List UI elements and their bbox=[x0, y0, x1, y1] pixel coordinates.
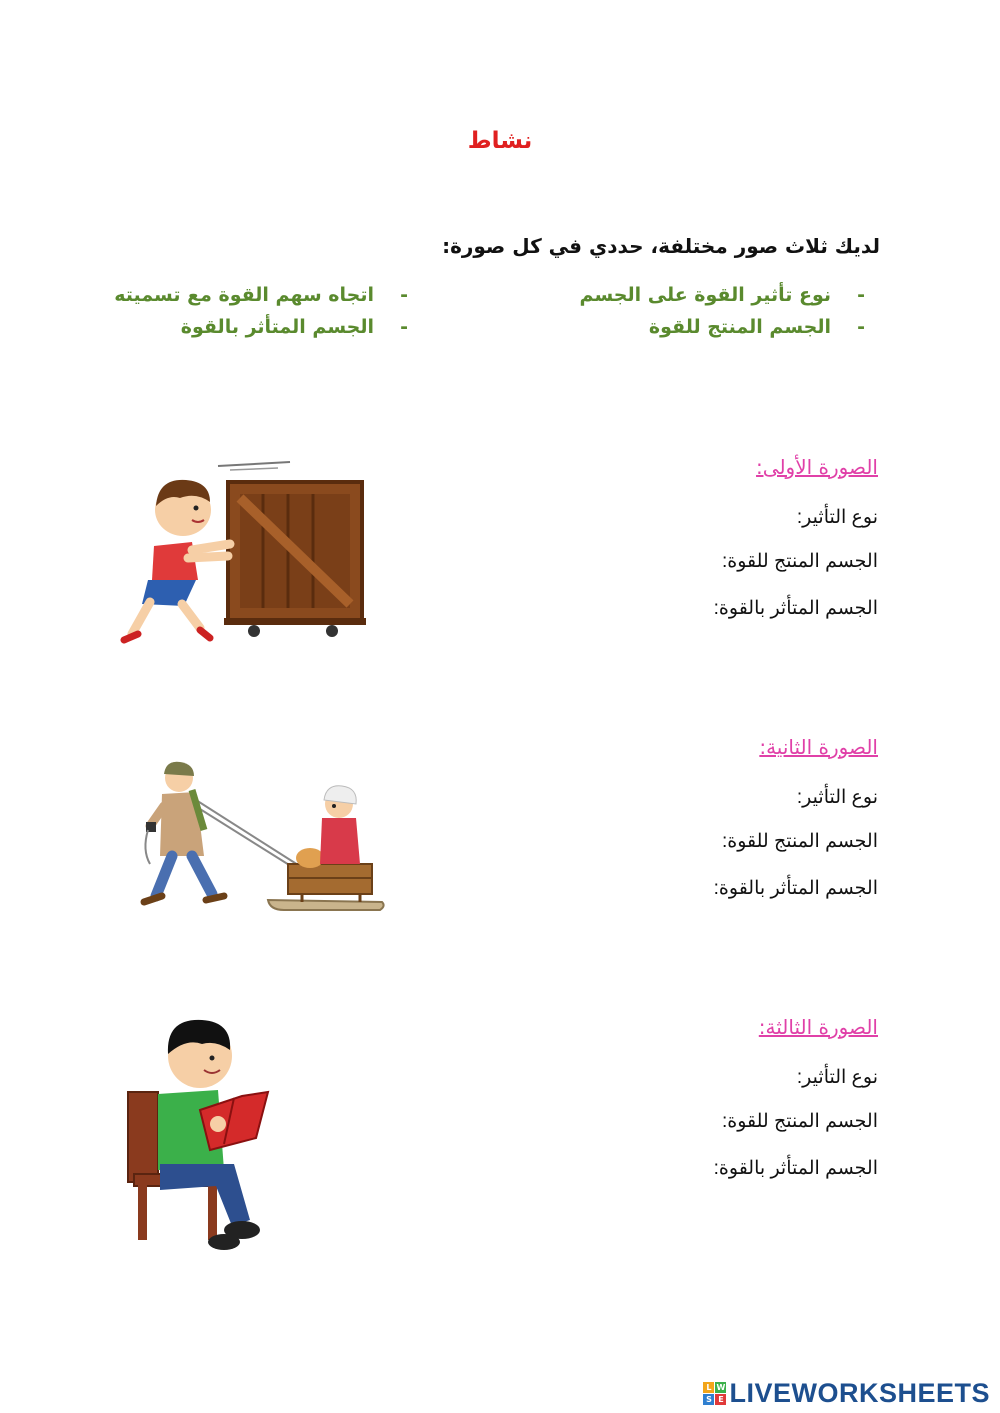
section-1-affected-body: الجسم المتأثر بالقوة: bbox=[713, 598, 878, 619]
child-pulling-sled-image bbox=[134, 760, 389, 915]
brand-text: LIVEWORKSHEETS bbox=[729, 1378, 990, 1408]
bullet-force-producer: -الجسم المنتج للقوة bbox=[648, 316, 865, 338]
page-title: نشاط bbox=[467, 128, 533, 154]
section-3-effect-type: نوع التأثير: bbox=[796, 1067, 878, 1088]
boy-pushing-crate-image bbox=[118, 458, 373, 648]
logo-icon: L W S E bbox=[703, 1382, 726, 1405]
section-3-affected-body: الجسم المتأثر بالقوة: bbox=[713, 1158, 878, 1179]
section-2-force-producer: الجسم المنتج للقوة: bbox=[721, 831, 878, 852]
boy-reading-on-chair-image bbox=[124, 1014, 279, 1254]
section-2-effect-type: نوع التأثير: bbox=[796, 787, 878, 808]
section-1-effect-type: نوع التأثير: bbox=[796, 507, 878, 528]
liveworksheets-logo bbox=[703, 1378, 990, 1409]
bullet-effect-type: -نوع تأثير القوة على الجسم bbox=[579, 284, 865, 306]
section-1-heading: الصورة الأولى: bbox=[756, 455, 878, 479]
instructions-text: لديك ثلاث صور مختلفة، حددي في كل صورة: bbox=[442, 234, 880, 258]
section-2-affected-body: الجسم المتأثر بالقوة: bbox=[713, 878, 878, 899]
section-2-heading: الصورة الثانية: bbox=[759, 735, 878, 759]
section-3-force-producer: الجسم المنتج للقوة: bbox=[721, 1111, 878, 1132]
bullet-affected-body: -الجسم المتأثر بالقوة bbox=[180, 316, 408, 338]
section-3-heading: الصورة الثالثة: bbox=[758, 1015, 878, 1039]
section-1-force-producer: الجسم المنتج للقوة: bbox=[721, 551, 878, 572]
bullet-force-arrow: -اتجاه سهم القوة مع تسميته bbox=[114, 284, 408, 306]
